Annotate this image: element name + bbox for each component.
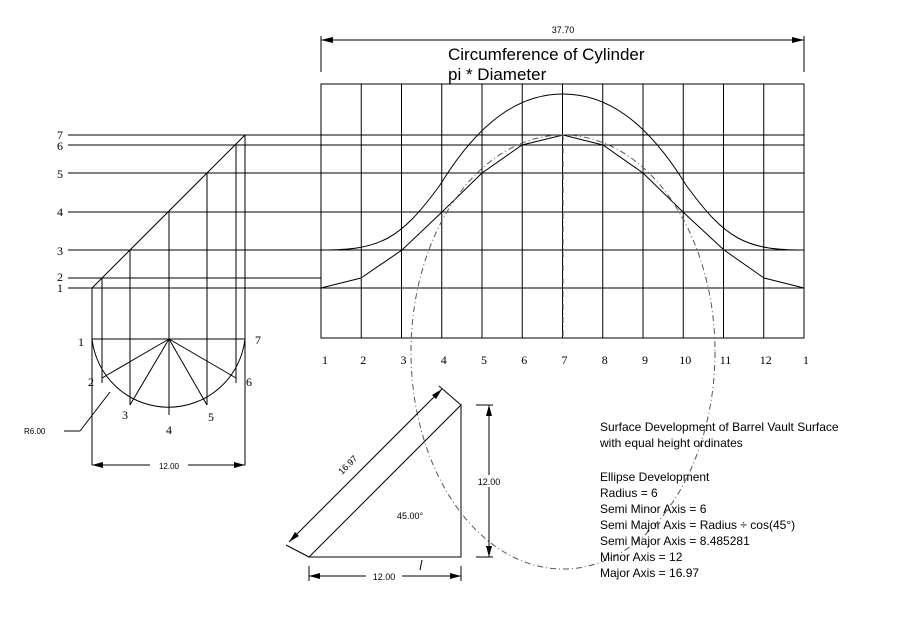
arrow-left — [321, 37, 333, 43]
arc-label-7: 7 — [255, 333, 261, 347]
elev-width-dim: 12.00 — [158, 462, 180, 471]
elev-arrow-right — [234, 462, 245, 468]
ellipse-note-6: Major Axis = 16.97 — [600, 566, 700, 580]
angle-tick — [420, 560, 422, 570]
title-line-2: pi * Diameter — [448, 65, 547, 84]
radius-leader — [80, 392, 110, 431]
station-label-10: 11 — [719, 353, 732, 367]
elevation-view — [24, 128, 321, 471]
radial-6 — [169, 339, 236, 378]
ellipse-note-0: Ellipse Development — [600, 470, 710, 484]
arc-label-6: 6 — [246, 375, 252, 389]
bottom-station-labels — [322, 353, 809, 367]
ellipse-note-5: Minor Axis = 12 — [600, 550, 683, 564]
radius-label: R6.00 — [24, 427, 46, 436]
arc-label-2: 2 — [88, 375, 94, 389]
ellipse-note-3: Semi Major Axis = Radius ÷ cos(45°) — [600, 518, 796, 532]
radial-2 — [102, 339, 169, 378]
grid-vertical-lines — [361, 84, 764, 338]
elev-arrow-left — [92, 462, 103, 468]
height-label-7: 7 — [57, 128, 63, 142]
station-label-12: 1 — [803, 353, 809, 367]
angle-label: 45.00° — [396, 511, 424, 521]
arrow-right — [792, 37, 804, 43]
height-label-6: 6 — [57, 139, 63, 153]
arc-label-5: 5 — [208, 410, 214, 424]
ellipse-note-2: Semi Minor Axis = 6 — [600, 502, 707, 516]
arc-label-1: 1 — [78, 335, 84, 349]
station-label-6: 7 — [561, 353, 568, 367]
station-label-7: 8 — [601, 353, 608, 367]
station-label-9: 10 — [679, 353, 692, 367]
height-label-3: 3 — [57, 244, 63, 258]
height-label-1: 1 — [57, 281, 63, 295]
development-grid — [321, 25, 809, 569]
station-label-0: 1 — [322, 353, 328, 367]
right-triangle — [309, 405, 461, 557]
hyp-dim-label: 16.97 — [336, 453, 360, 477]
notes-title-2: with equal height ordinates — [600, 436, 743, 450]
height-arrow-bottom — [486, 546, 492, 557]
station-label-11: 12 — [759, 353, 772, 367]
station-label-2: 3 — [400, 353, 407, 367]
radial-3 — [130, 339, 169, 405]
height-dim-label: 12.00 — [477, 477, 501, 487]
triangle-view — [286, 386, 506, 582]
base-arrow-right — [450, 573, 461, 579]
station-label-1: 2 — [360, 353, 367, 367]
station-label-4: 5 — [481, 353, 487, 367]
ellipse-note-4: Semi Major Axis = 8.485281 — [600, 534, 750, 548]
notes-title-1: Surface Development of Barrel Vault Surface — [600, 420, 839, 434]
ellipse-note-1: Radius = 6 — [600, 486, 658, 500]
height-label-5: 5 — [57, 167, 63, 181]
base-dim-label: 12.00 — [372, 572, 396, 582]
radial-5 — [169, 339, 207, 405]
height-label-4: 4 — [57, 205, 63, 219]
width-dimension-label: 37.70 — [551, 25, 575, 35]
height-label-2: 2 — [57, 270, 63, 284]
title-line-1: Circumference of Cylinder — [448, 45, 645, 64]
hyp-ext-1 — [286, 545, 309, 557]
hyp-ext-2 — [439, 386, 461, 405]
station-label-5: 6 — [521, 353, 528, 367]
base-arrow-left — [309, 573, 320, 579]
notes-block — [599, 420, 839, 580]
height-arrow-top — [486, 405, 492, 416]
arc-label-3: 3 — [122, 408, 128, 422]
station-label-3: 4 — [440, 353, 447, 367]
station-label-8: 9 — [642, 353, 648, 367]
arc-label-4: 4 — [166, 423, 172, 437]
